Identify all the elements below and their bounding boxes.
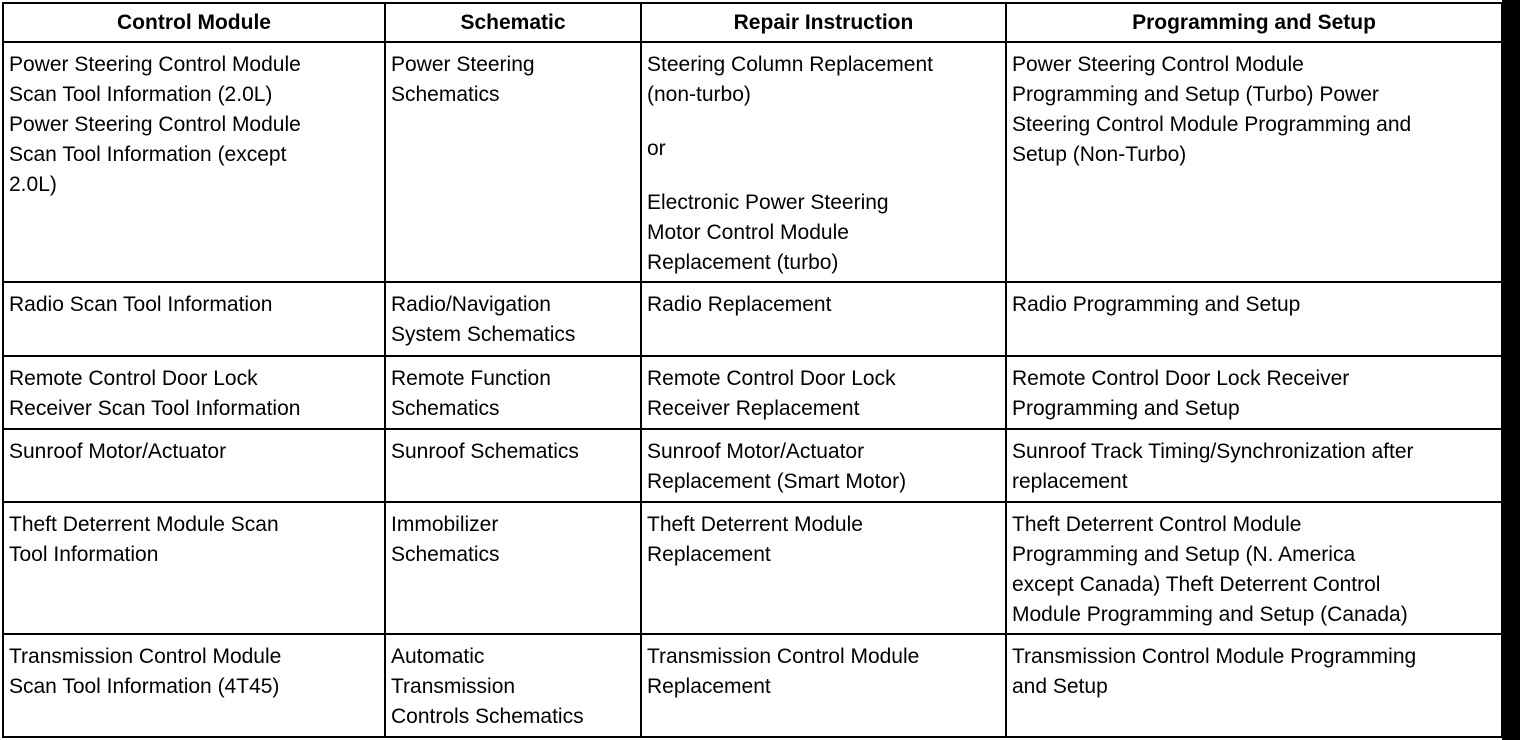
cell-line: Setup (Non-Turbo): [1012, 143, 1187, 166]
table-row: [3, 634, 1502, 737]
cell-line: Schematics: [391, 83, 500, 106]
cell-control-module: [3, 282, 385, 356]
cell-line: (non-turbo): [647, 83, 751, 106]
cell-line: Radio/Navigation: [391, 293, 551, 316]
cell-repair-instruction: [641, 42, 1006, 282]
cell-line: Immobilizer: [391, 513, 499, 536]
paragraph-gap: [647, 164, 1000, 188]
cell-control-module: [3, 356, 385, 429]
cell-line: Motor Control Module: [647, 221, 849, 244]
cell-line: Transmission Control Module Programming: [1012, 645, 1417, 668]
cell-programming-setup: [1006, 42, 1502, 282]
cell-line: Remote Control Door Lock: [647, 367, 896, 390]
cell-line: Power Steering Control Module: [1012, 53, 1304, 76]
cell-line: or: [647, 137, 666, 160]
cell-line: Scan Tool Information (2.0L): [9, 83, 273, 106]
cell-line: Scan Tool Information (4T45): [9, 675, 280, 698]
cell-line: Transmission: [391, 675, 516, 698]
cell-line: Controls Schematics: [391, 705, 584, 728]
control-module-table: [2, 2, 1503, 738]
cell-line: Remote Function: [391, 367, 551, 390]
cell-line: Module Programming and Setup (Canada): [1012, 603, 1408, 626]
cell-line: Tool Information: [9, 543, 159, 566]
cell-programming-setup: [1006, 429, 1502, 502]
cell-line: Sunroof Schematics: [391, 440, 579, 463]
cell-schematic: [385, 282, 641, 356]
cell-schematic: [385, 42, 641, 282]
cell-line: Radio Scan Tool Information: [9, 293, 273, 316]
cell-repair-instruction: [641, 429, 1006, 502]
cell-line: Receiver Scan Tool Information: [9, 397, 301, 420]
cell-line: Radio Replacement: [647, 293, 832, 316]
paragraph-gap: [647, 110, 1000, 134]
cell-line: Transmission Control Module: [647, 645, 920, 668]
cell-line: Replacement (Smart Motor): [647, 470, 907, 493]
cell-line: Programming and Setup (Turbo) Power: [1012, 83, 1379, 106]
table-row: [3, 282, 1502, 356]
cell-schematic: [385, 502, 641, 634]
cell-line: System Schematics: [391, 323, 576, 346]
cell-line: Programming and Setup (N. America: [1012, 543, 1356, 566]
table-row: [3, 42, 1502, 282]
header-programming-setup: Programming and Setup: [1006, 3, 1502, 42]
cell-programming-setup: [1006, 356, 1502, 429]
cell-programming-setup: [1006, 502, 1502, 634]
table-row: [3, 502, 1502, 634]
cell-line: Theft Deterrent Control Module: [1012, 513, 1302, 536]
cell-line: Remote Control Door Lock Receiver: [1012, 367, 1350, 390]
cell-line: Receiver Replacement: [647, 397, 860, 420]
cell-line: Replacement: [647, 675, 771, 698]
cell-programming-setup: [1006, 282, 1502, 356]
cell-repair-instruction: [641, 356, 1006, 429]
cell-repair-instruction: [641, 634, 1006, 737]
cell-control-module: [3, 429, 385, 502]
cell-line: Remote Control Door Lock: [9, 367, 258, 390]
cell-line: Schematics: [391, 543, 500, 566]
cell-line: Power Steering Control Module: [9, 113, 301, 136]
cell-line: Steering Column Replacement: [647, 53, 933, 76]
cell-programming-setup: [1006, 634, 1502, 737]
cell-line: Steering Control Module Programming and: [1012, 113, 1412, 136]
cell-line: Power Steering: [391, 53, 535, 76]
cell-line: Transmission Control Module: [9, 645, 282, 668]
cell-schematic: [385, 429, 641, 502]
header-control-module: Control Module: [3, 3, 385, 42]
table-row: [3, 429, 1502, 502]
cell-control-module: [3, 502, 385, 634]
cell-repair-instruction: [641, 282, 1006, 356]
cell-control-module: [3, 634, 385, 737]
cell-line: Theft Deterrent Module: [647, 513, 863, 536]
cell-line: Programming and Setup: [1012, 397, 1240, 420]
cell-line: Scan Tool Information (except: [9, 143, 287, 166]
cell-line: Replacement (turbo): [647, 251, 839, 274]
cell-line: Sunroof Motor/Actuator: [9, 440, 227, 463]
header-row: [3, 3, 1502, 42]
cell-line: Sunroof Track Timing/Synchronization after: [1012, 440, 1414, 463]
cell-line: Schematics: [391, 397, 500, 420]
cell-line: Sunroof Motor/Actuator: [647, 440, 865, 463]
header-repair-instruction: Repair Instruction: [641, 3, 1006, 42]
cell-line: Power Steering Control Module: [9, 53, 301, 76]
cell-line: replacement: [1012, 470, 1128, 493]
cell-line: Theft Deterrent Module Scan: [9, 513, 279, 536]
header-schematic: Schematic: [385, 3, 641, 42]
right-edge-bar: [1502, 0, 1520, 740]
cell-line: Automatic: [391, 645, 485, 668]
cell-line: 2.0L): [9, 173, 57, 196]
cell-line: Replacement: [647, 543, 771, 566]
cell-line: Electronic Power Steering: [647, 191, 889, 214]
cell-line: and Setup: [1012, 675, 1108, 698]
cell-control-module: [3, 42, 385, 282]
cell-repair-instruction: [641, 502, 1006, 634]
cell-schematic: [385, 356, 641, 429]
cell-line: Radio Programming and Setup: [1012, 293, 1301, 316]
table-row: [3, 356, 1502, 429]
cell-schematic: [385, 634, 641, 737]
cell-line: except Canada) Theft Deterrent Control: [1012, 573, 1381, 596]
